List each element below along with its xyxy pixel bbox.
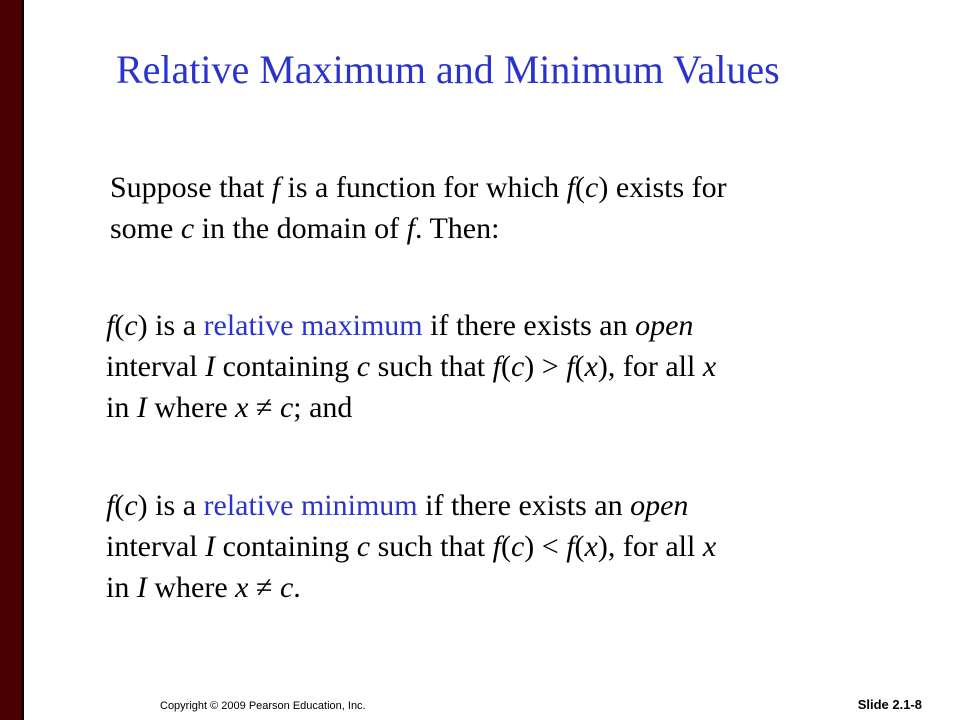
- slide-number: Slide 2.1-8: [857, 697, 922, 712]
- slide-side-bar: [0, 0, 22, 720]
- intro-line-2: some c in the domain of f. Then:: [110, 212, 500, 245]
- minimum-line-1: f(c) is a relative minimum if there exists an open: [106, 489, 689, 522]
- copyright-notice: Copyright © 2009 Pearson Education, Inc.: [160, 700, 366, 712]
- maximum-line-3: in I where x ≠ c; and: [106, 391, 353, 424]
- maximum-line-2: interval I containing c such that f(c) > f(x), for all x: [106, 350, 717, 383]
- minimum-line-2: interval I containing c such that f(c) < f(x), for all x: [106, 530, 717, 563]
- slide-side-bar-edge: [22, 0, 24, 720]
- slide-title: Relative Maximum and Minimum Values: [116, 47, 780, 92]
- minimum-definition: [106, 485, 886, 608]
- defined-term: relative minimum: [203, 489, 418, 522]
- intro-line-1: Suppose that f is a function for which f(c) exists for: [110, 171, 727, 204]
- minimum-line-3: in I where x ≠ c.: [106, 571, 301, 604]
- maximum-line-1: f(c) is a relative maximum if there exists an open: [106, 309, 694, 342]
- defined-term: relative maximum: [203, 309, 423, 342]
- intro-paragraph: [110, 167, 890, 249]
- maximum-definition: [106, 305, 886, 428]
